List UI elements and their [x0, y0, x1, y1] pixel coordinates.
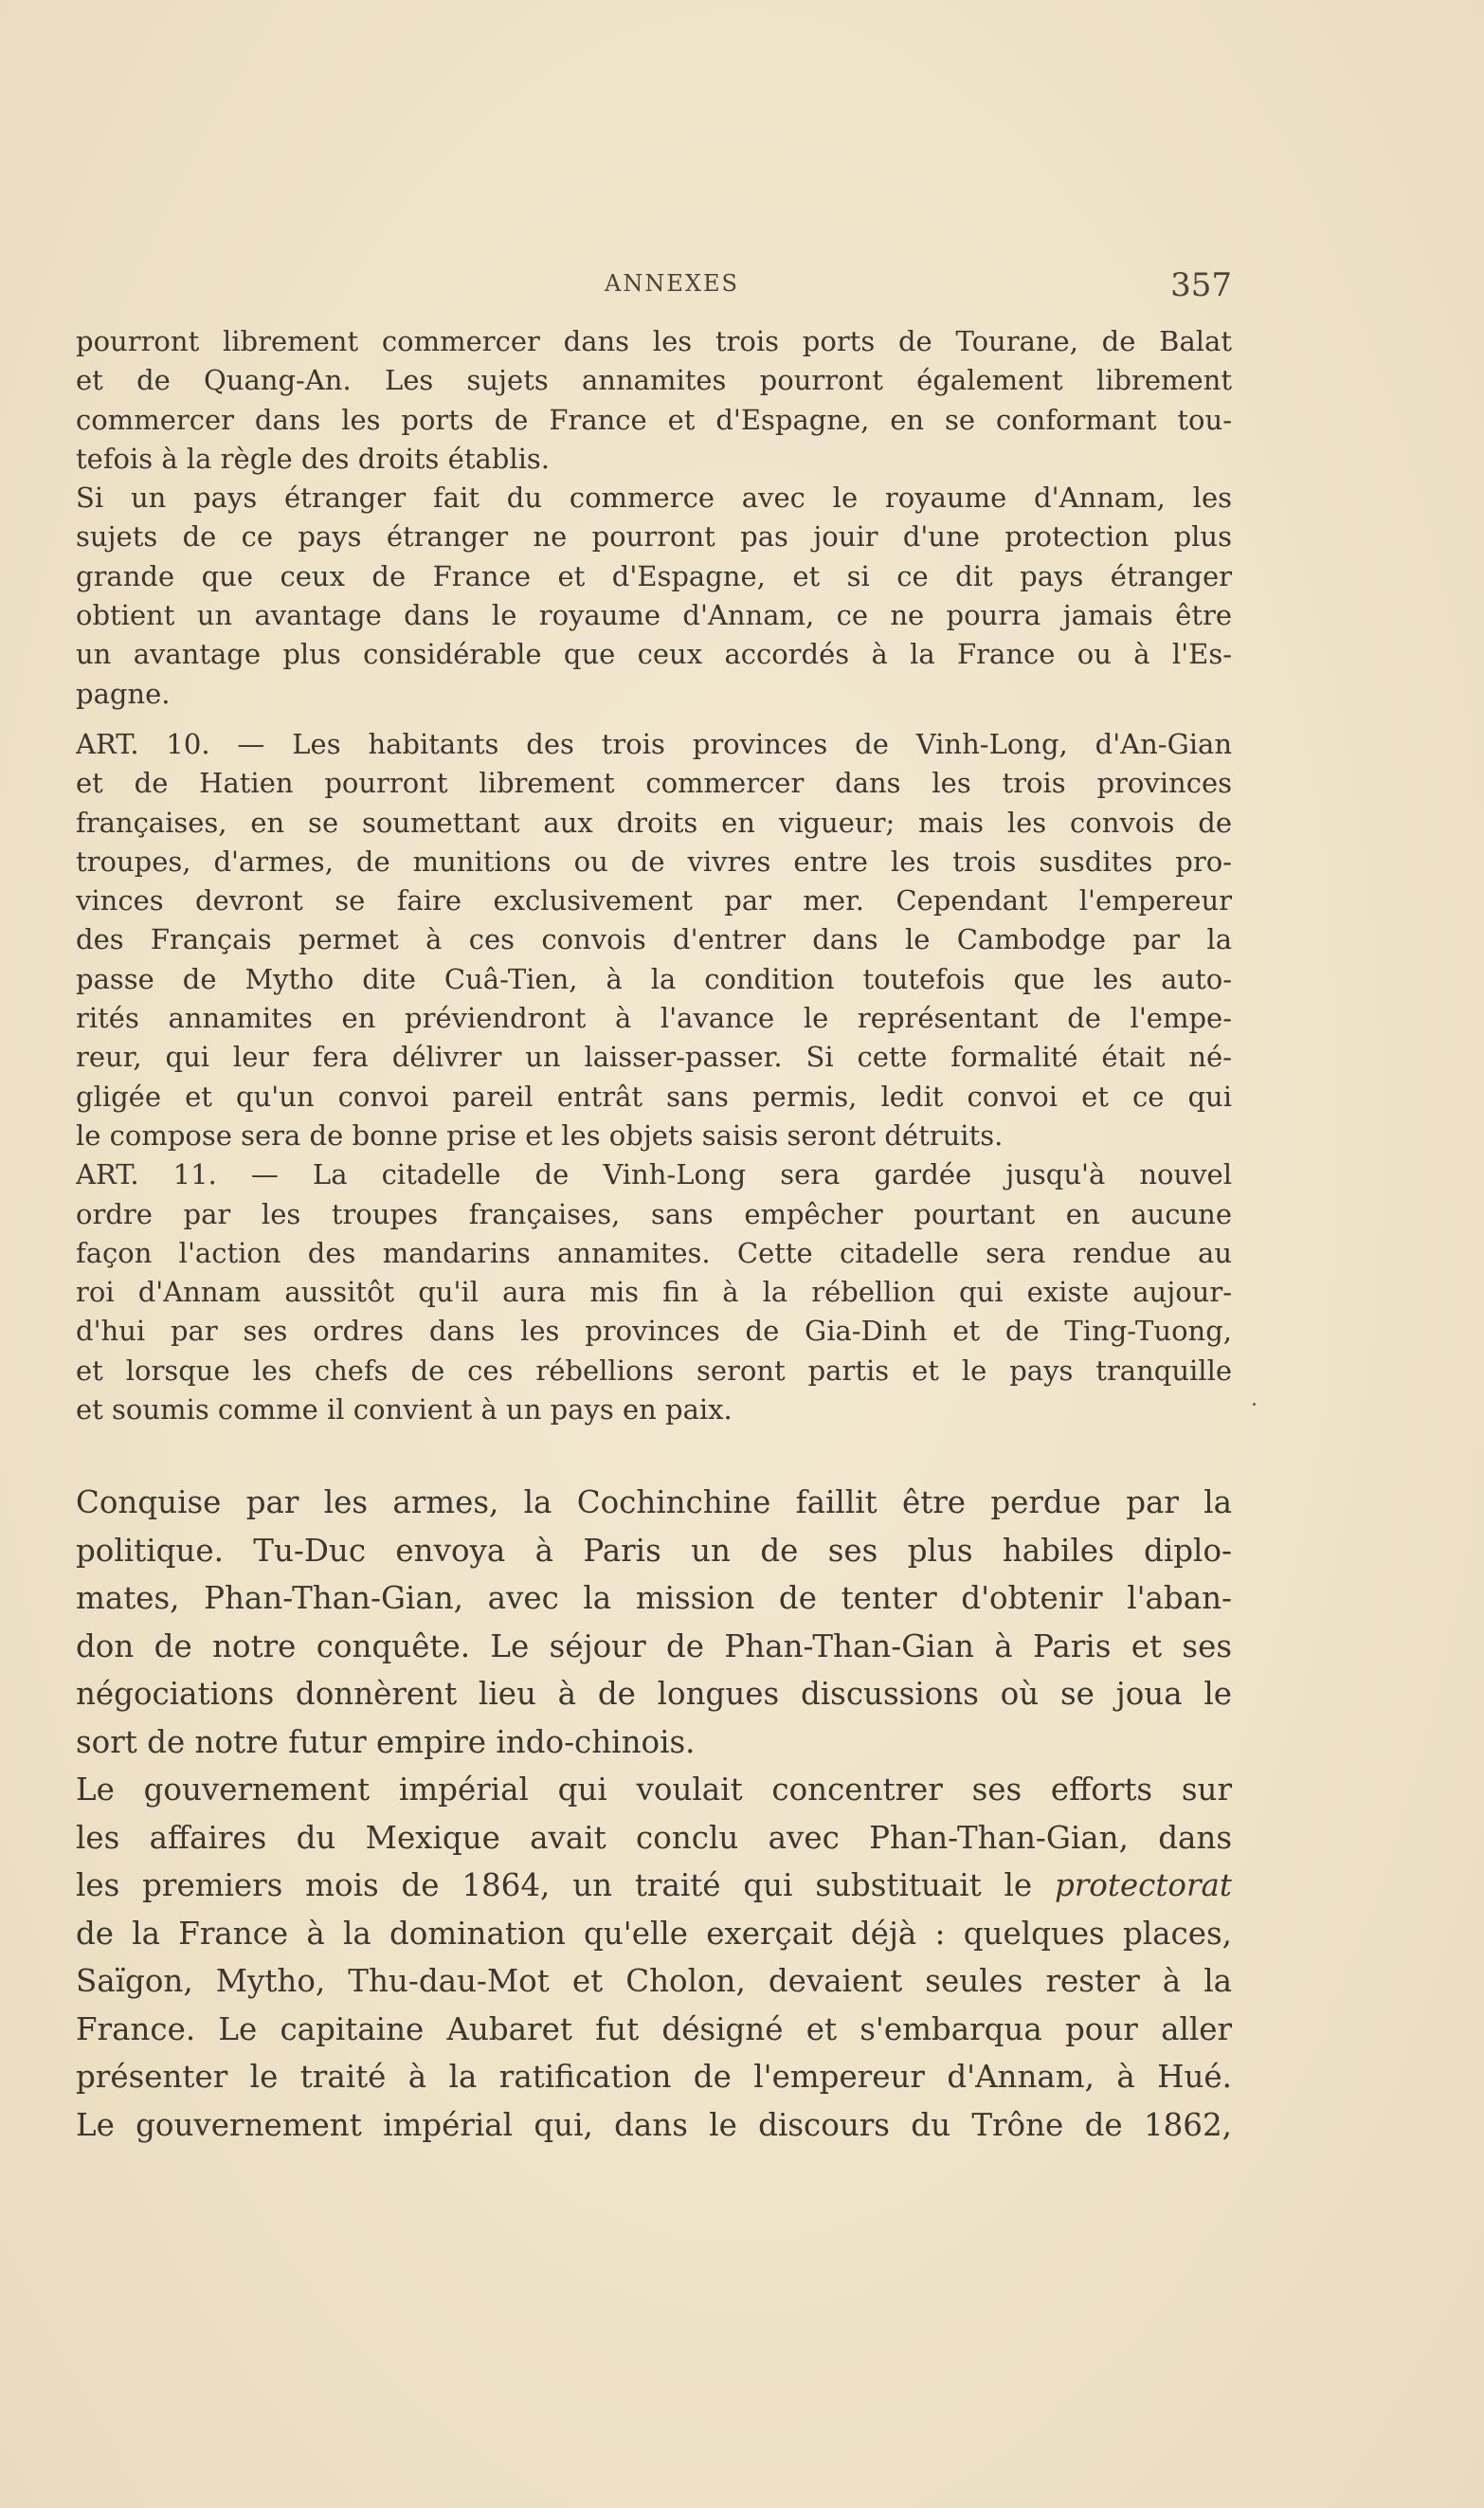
body-line-text: les premiers mois de 1864, un traité qui substituait le — [76, 1867, 1033, 1903]
annex-line: pagne. — [76, 677, 171, 710]
annex-line: rités annamites en préviendront à l'avance le représentant de l'empe- — [76, 1002, 1232, 1035]
annex-article-10-line: ART. 10. — Les habitants des trois provinces de Vinh-Long, d'An-Gian — [76, 727, 1232, 760]
body-line: mates, Phan-Than-Gian, avec la mission de tenter d'obtenir l'aban- — [76, 1580, 1232, 1616]
body-line: Le gouvernement impérial qui voulait concentrer ses efforts sur — [76, 1772, 1232, 1808]
annex-line: reur, qui leur fera délivrer un laisser-passer. Si cette formalité était né- — [76, 1041, 1232, 1074]
annex-line: Si un pays étranger fait du commerce avec le royaume d'Annam, les — [76, 482, 1232, 515]
body-line: les affaires du Mexique avait conclu avec Phan-Than-Gian, dans — [76, 1819, 1232, 1856]
body-line: négociations donnèrent lieu à de longues discussions où se joua le — [76, 1676, 1232, 1712]
annex-line: tefois à la règle des droits établis. — [76, 442, 550, 475]
annex-line: obtient un avantage dans le royaume d'Annam, ce ne pourra jamais être — [76, 599, 1232, 632]
body-text — [76, 1479, 1232, 2149]
running-title: ANNEXES — [605, 270, 739, 297]
annex-line: le compose sera de bonne prise et les objets saisis seront détruits. — [76, 1118, 1004, 1152]
annex-line: un avantage plus considérable que ceux accordés à la France ou à l'Es- — [76, 638, 1232, 671]
body-line: sort de notre futur empire indo-chinois. — [76, 1723, 696, 1760]
annex-line: françaises, en se soumettant aux droits en vigueur; mais les convois de — [76, 806, 1232, 839]
annex-line: roi d'Annam aussitôt qu'il aura mis fin à la rébellion qui existe aujour- — [76, 1276, 1232, 1309]
annex-line: et de Hatien pourront librement commercer dans les trois provinces — [76, 767, 1232, 800]
annex-line: vinces devront se faire exclusivement par mer. Cependant l'empereur — [76, 884, 1232, 918]
body-line-with-italic — [76, 1862, 1232, 1910]
body-line: France. Le capitaine Aubaret fut désigné et s'embarqua pour aller — [76, 2010, 1232, 2047]
annex-treaty-text — [76, 322, 1232, 1429]
page-number: 357 — [1170, 266, 1232, 304]
body-line: de la France à la domination qu'elle exerçait déjà : quelques places, — [76, 1915, 1232, 1952]
body-line: politique. Tu-Duc envoya à Paris un de ses plus habiles diplo- — [76, 1532, 1232, 1569]
annex-line: commercer dans les ports de France et d'Espagne, en se conformant tou- — [76, 403, 1232, 436]
body-line: Le gouvernement impérial qui, dans le discours du Trône de 1862, — [76, 2106, 1232, 2143]
annex-line: et soumis comme il convient à un pays en paix. — [76, 1393, 733, 1427]
annex-line: d'hui par ses ordres dans les provinces de Gia-Dinh et de Ting-Tuong, — [76, 1315, 1232, 1348]
annex-line: ordre par les troupes françaises, sans empêcher pourtant en aucune — [76, 1197, 1232, 1230]
annex-line: et lorsque les chefs de ces rébellions seront partis et le pays tranquille — [76, 1354, 1232, 1387]
annex-line: passe de Mytho dite Cuâ-Tien, à la condition toutefois que les auto- — [76, 962, 1232, 995]
annex-line: troupes, d'armes, de munitions ou de vivres entre les trois susdites pro- — [76, 845, 1232, 878]
body-line: Conquise par les armes, la Cochinchine faillit être perdue par la — [76, 1484, 1232, 1520]
annex-line: pourront librement commercer dans les trois ports de Tourane, de Balat — [76, 325, 1232, 357]
annex-line: sujets de ce pays étranger ne pourront pas jouir d'une protection plus — [76, 520, 1232, 554]
annex-line: gligée et qu'un convoi pareil entrât sans permis, ledit convoi et ce qui — [76, 1080, 1232, 1113]
annex-line: et de Quang-An. Les sujets annamites pourront également librement — [76, 364, 1232, 397]
annex-line: grande que ceux de France et d'Espagne, et si ce dit pays étranger — [76, 559, 1232, 592]
annex-article-11-line: ART. 11. — La citadelle de Vinh-Long sera gardée jusqu'à nouvel — [76, 1158, 1232, 1191]
body-line: présenter le traité à la ratification de l'empereur d'Annam, à Hué. — [76, 2059, 1232, 2095]
italic-term: protectorat — [1054, 1867, 1232, 1903]
page-header — [112, 266, 1232, 308]
stray-ink-dot — [1253, 1403, 1256, 1406]
annex-line: façon l'action des mandarins annamites. Cette citadelle sera rendue au — [76, 1236, 1232, 1269]
body-line: don de notre conquête. Le séjour de Phan-Than-Gian à Paris et ses — [76, 1627, 1232, 1664]
annex-line: des Français permet à ces convois d'entrer dans le Cambodge par la — [76, 923, 1232, 956]
body-line: Saïgon, Mytho, Thu-dau-Mot et Cholon, devaient seules rester à la — [76, 1963, 1232, 1999]
